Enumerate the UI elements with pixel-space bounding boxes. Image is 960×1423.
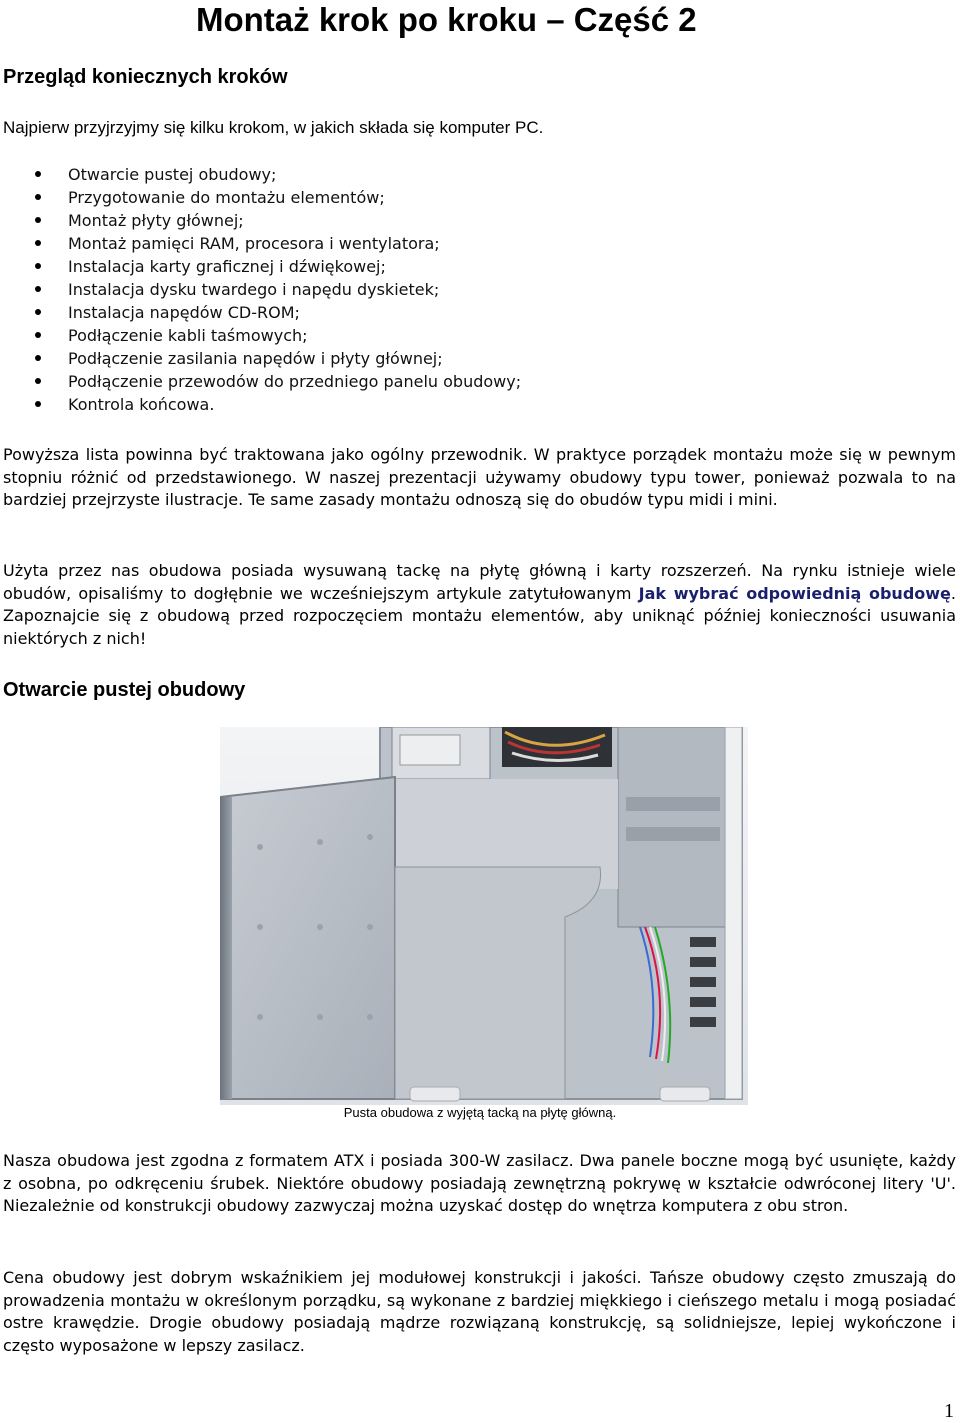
- bullet-icon: [35, 286, 41, 292]
- list-item: Podłączenie przewodów do przedniego panelu obudowy;: [0, 370, 521, 393]
- bullet-icon: [35, 171, 41, 177]
- list-item: Instalacja dysku twardego i napędu dyskietek;: [0, 278, 521, 301]
- steps-list: [0, 163, 521, 416]
- paragraph-atx: Nasza obudowa jest zgodna z formatem ATX i posiada 300-W zasilacz. Dwa panele boczne mogą być usunięte, każdy z osobna, po odkręceniu śrubek. Niektóre obudowy posiadają zewnętrzną pokrywę w kształcie odwróconej litery 'U'. Niezależnie od konstrukcji obudowy zazwyczaj można uzyskać dostęp do wnętrza komputera z obu stron.: [3, 1151, 956, 1215]
- list-item: Montaż płyty głównej;: [0, 209, 521, 232]
- list-item: Podłączenie kabli taśmowych;: [0, 324, 521, 347]
- paragraph-guide: Powyższa lista powinna być traktowana jako ogólny przewodnik. W praktyce porządek montażu może się w pewnym stopniu różnić od przedstawionego. W naszej prezentacji używamy obudowy typu tower, ponieważ pozwala to na bardziej przejrzyste ilustracje. Te same zasady montażu odnoszą się do obudów typu midi i mini.: [3, 445, 956, 509]
- bullet-icon: [35, 378, 41, 384]
- bullet-icon: [35, 355, 41, 361]
- image-caption: Pusta obudowa z wyjętą tacką na płytę główną.: [343, 1105, 617, 1120]
- bullet-icon: [35, 332, 41, 338]
- list-item: Otwarcie pustej obudowy;: [0, 163, 521, 186]
- list-item: Instalacja karty graficznej i dźwiękowej;: [0, 255, 521, 278]
- list-item: Podłączenie zasilania napędów i płyty głównej;: [0, 347, 521, 370]
- paragraph-price: Cena obudowy jest dobrym wskaźnikiem jej modułowej konstrukcji i jakości. Tańsze obudowy często zmuszają do prowadzenia montażu w określonym porządku, są wykonane z bardziej miękkiego i cieńszego metalu i mogą posiadać ostre krawędzie. Drogie obudowy posiadają mądrze rozwiązaną konstrukcję, są solidniejsze, lepiej wykończone i często wyposażone w lepszy zasilacz.: [3, 1268, 956, 1355]
- article-link[interactable]: Jak wybrać odpowiednią obudowę: [638, 583, 951, 603]
- bullet-icon: [35, 194, 41, 200]
- section-heading-steps: Przegląd koniecznych kroków: [3, 66, 288, 88]
- list-item: Montaż pamięci RAM, procesora i wentylatora;: [0, 232, 521, 255]
- bullet-icon: [35, 240, 41, 246]
- section-heading-opening: Otwarcie pustej obudowy: [3, 679, 246, 701]
- intro-text: Najpierw przyjrzyjmy się kilku krokom, w jakich składa się komputer PC.: [3, 118, 544, 137]
- page-number: 1: [944, 1400, 954, 1422]
- paragraph-case-tray: Użyta przez nas obudowa posiada wysuwaną tackę na płytę główną i karty rozszerzeń. Na rynku istnieje wiele obudów, opisaliśmy to dogłębnie we wcześniejszym artykule zatytułowanym Jak wybrać odpowiednią obudowę. Zapoznajcie się z obudową przed rozpoczęciem montażu elementów, aby uniknąć później konieczności usuwania niektórych z nich!: [3, 561, 956, 648]
- page-title: Montaż krok po kroku – Część 2: [196, 1, 697, 38]
- empty-case-photo: [220, 727, 748, 1105]
- list-item: Przygotowanie do montażu elementów;: [0, 186, 521, 209]
- bullet-icon: [35, 401, 41, 407]
- bullet-icon: [35, 217, 41, 223]
- list-item: Instalacja napędów CD-ROM;: [0, 301, 521, 324]
- bullet-icon: [35, 263, 41, 269]
- list-item: Kontrola końcowa.: [0, 393, 521, 416]
- bullet-icon: [35, 309, 41, 315]
